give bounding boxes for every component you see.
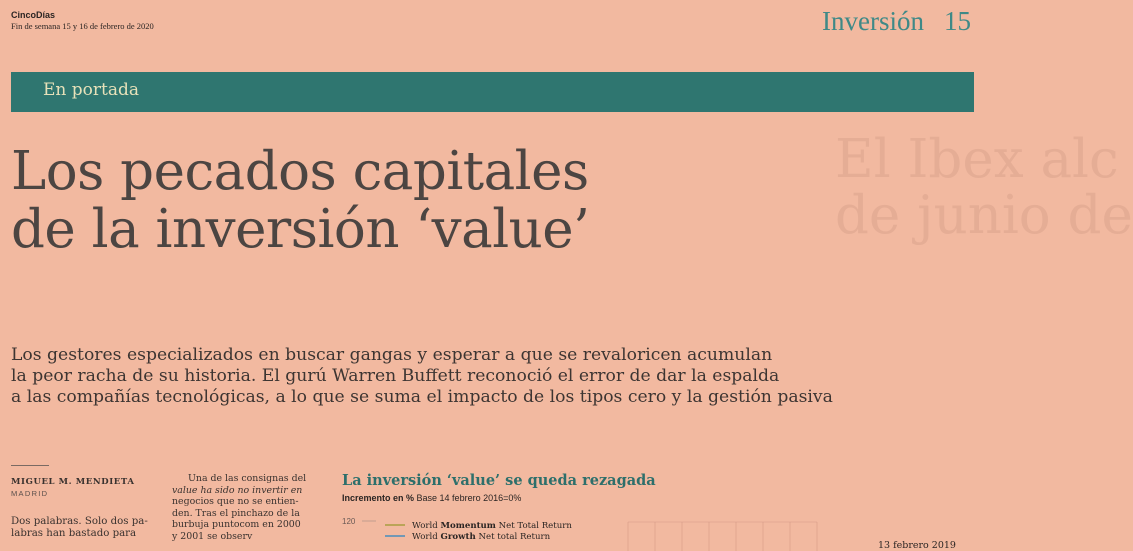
chart-title: La inversión ‘value’ se queda rezagada bbox=[342, 472, 656, 489]
body-line: burbuja puntocom en 2000 bbox=[172, 519, 301, 531]
chart-annotation: 13 febrero 2019 bbox=[878, 540, 956, 551]
legend-label-1: World Growth Net total Return bbox=[412, 532, 551, 542]
chart-subtitle-bold: Incremento en % bbox=[342, 493, 415, 503]
body-column-2 bbox=[172, 473, 322, 543]
bleed-through-line-1: El Ibex alc bbox=[835, 129, 1119, 190]
chart-subtitle bbox=[342, 493, 521, 503]
chart-subtitle-rest: Base 14 febrero 2016=0% bbox=[414, 493, 522, 503]
headline-line-2: de la inversión ‘value’ bbox=[11, 199, 590, 260]
body-line: labras han bastado para bbox=[11, 528, 137, 539]
standfirst-line-2: la peor racha de su historia. El gurú Warren Buffett reconoció el error de dar la espalda bbox=[11, 366, 780, 386]
page-number: 15 bbox=[944, 6, 971, 36]
body-line: negocios que no se entien- bbox=[172, 496, 299, 508]
masthead-brand: CincoDías bbox=[11, 10, 56, 20]
standfirst-line-3: a las compañías tecnológicas, a lo que se suma el impacto de los tipos cero y la gestión pasiva bbox=[11, 387, 833, 407]
body-line: den. Tras el pinchazo de la bbox=[172, 507, 300, 519]
kicker-label: En portada bbox=[43, 80, 139, 100]
dateline-city: MADRID bbox=[11, 489, 49, 498]
kicker-bar bbox=[11, 72, 974, 112]
body-line: Dos palabras. Solo dos pa- bbox=[11, 516, 148, 527]
standfirst-line-1: Los gestores especializados en buscar gangas y esperar a que se revaloricen acumulan bbox=[11, 345, 773, 365]
chart-grid bbox=[628, 522, 817, 551]
body-line: y 2001 se observ bbox=[172, 530, 253, 542]
headline bbox=[11, 143, 851, 259]
byline-rule bbox=[11, 465, 49, 466]
author-name: MIGUEL M. MENDIETA bbox=[11, 477, 135, 487]
legend-label-0: World Momentum Net Total Return bbox=[412, 521, 572, 531]
chart-legend bbox=[385, 521, 572, 542]
chart-plot bbox=[330, 508, 974, 551]
masthead-date: Fin de semana 15 y 16 de febrero de 2020 bbox=[11, 21, 154, 31]
bleed-through-line-2: de junio de bbox=[835, 185, 1133, 246]
standfirst bbox=[11, 345, 911, 408]
headline-line-1: Los pecados capitales bbox=[11, 141, 589, 202]
section-name: Inversión bbox=[822, 6, 924, 36]
body-line: value ha sido no invertir en bbox=[172, 484, 303, 496]
body-column-1 bbox=[11, 516, 161, 540]
y-tick-label: 120 bbox=[342, 517, 356, 526]
body-line: Una de las consignas del bbox=[188, 473, 307, 484]
bleed-through-headline bbox=[835, 129, 1133, 246]
